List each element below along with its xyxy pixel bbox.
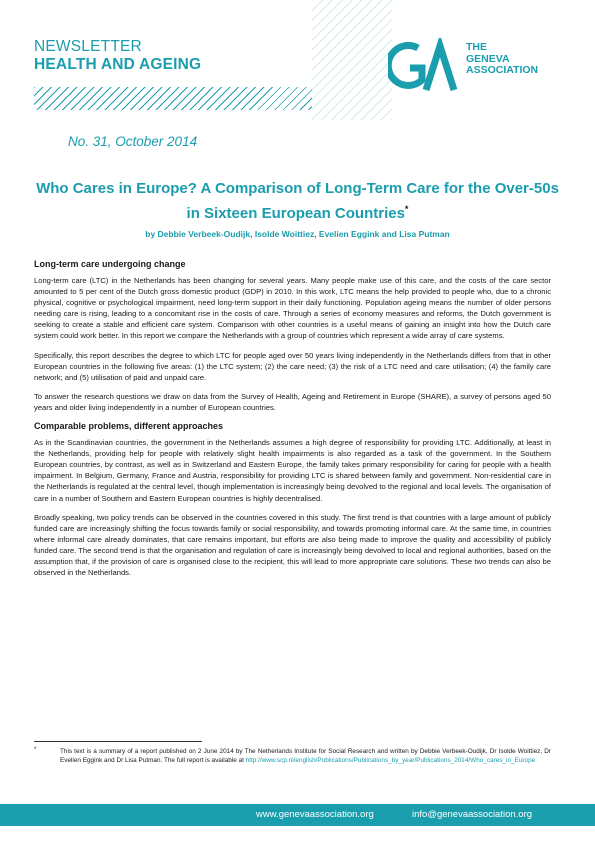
article-body xyxy=(34,259,551,586)
newsletter-title-line2: HEALTH AND AGEING xyxy=(34,56,202,73)
footer-email-link[interactable]: info@genevaassociation.org xyxy=(412,809,533,820)
article-byline: by Debbie Verbeek-Oudijk, Isolde Woittiez, Evelien Eggink and Lisa Putman xyxy=(145,229,450,239)
association-name-line1: THE xyxy=(466,41,487,53)
issue-number: No. 31, October 2014 xyxy=(68,134,198,149)
footnote-text: This text is a summary of a report published on 2 June 2014 by The Netherlands Institute for Social Research and written by Debbie Verbeek-Oudijk, Dr Isolde Woittiez, Dr Evelien Eggink and Dr Lisa Putman. The full report is available at xyxy=(60,748,551,764)
footer-website-link[interactable]: www.genevaassociation.org xyxy=(256,809,374,820)
section-heading: Long-term care undergoing change xyxy=(34,259,186,269)
newsletter-title-line1: NEWSLETTER xyxy=(34,38,142,55)
footnote xyxy=(34,748,551,766)
page-footer xyxy=(0,804,595,826)
body-paragraph: Long-term care (LTC) in the Netherlands has been changing for several years. Many people make use of this care, and the costs of the care sector amounted to 5 per cent of the Dutch gross domestic product (GDP) in 2010. In this work, LTC means the help provided to people who, due to a chronic physical, cognitive or psychological impairment, need long-term support in their daily functioning. Population ageing means the number of older persons needing care is rising, leading to a concomitant rise in the costs of care. Through a series of economy measures and reforms, the Dutch government is seeking to create a stable and efficient care system. Comparison with other countries is a useful means of gaining an insight into how the Dutch care system could work better. In this report we compare the Netherlands with a group of countries which represent a wide array of care systems. xyxy=(34,276,551,341)
article-title xyxy=(34,178,561,224)
association-name-line3: ASSOCIATION xyxy=(466,64,539,76)
footnote-text-block xyxy=(60,748,551,766)
body-paragraph: To answer the research questions we draw on data from the Survey of Health, Ageing and Retirement in Europe (SHARE), a survey of persons aged 50 years and older living independently in a number of European countries. xyxy=(34,391,551,412)
article-title-footnote-mark: * xyxy=(404,204,409,214)
newsletter-title xyxy=(34,38,201,74)
footnote-mark: * xyxy=(34,747,37,753)
association-name-line2: GENEVA xyxy=(466,52,510,65)
footnote-link[interactable]: http://www.scp.nl/english/Publications/Publications_by_year/Publications_2014/Who_cares_in_Europe xyxy=(245,756,536,764)
section-heading: Comparable problems, different approaches xyxy=(34,421,224,432)
header-hatch-pattern xyxy=(312,0,392,120)
association-name xyxy=(466,42,538,77)
footnote-rule xyxy=(34,741,202,742)
newsletter-header xyxy=(0,0,595,120)
geneva-association-logo xyxy=(388,38,458,98)
hatch-divider xyxy=(34,87,312,110)
body-paragraph: As in the Scandinavian countries, the government in the Netherlands assumes a high degree of responsibility for providing LTC. Additionally, at least in the Netherlands, providing help for people with relatively slight health impairments is also regarded as a task of the government. In the Southern European countries, by contrast, as well as in Switzerland and Eastern Europe, the family takes primary responsibility for caring for people with a health impairment. In Belgium, Germany, France and Austria, responsibility for providing LTC is shared between family and government. Non-residential care in the Netherlands is regulated at the central level, though implementation is increasingly being devolved to the regional and local levels. The organisation of care in a number of Southern and Eastern European countries is highly decentralised. xyxy=(34,438,551,503)
body-paragraph: Broadly speaking, two policy trends can be observed in the countries covered in this study. The first trend is that countries with a large amount of publicly funded care are increasingly shifting the focus towards family or social responsibility, and towards promoting informal care. At the same time, in countries where informal care already dominates, that care remains important, but efforts are also being made to improve the quality and accessibility of publicly funded care. The second trend is that the organisation and regulation of care is increasingly being devolved to local and regional authorities, based on the assumption that, if the provision of care is organised close to the recipient, this will lead to more appropriate care solutions. These two trends can also be observed in the Netherlands. xyxy=(34,512,551,578)
article-title-text: Who Cares in Europe? A Comparison of Long-Term Care for the Over-50s in Sixteen European Countries xyxy=(36,180,559,222)
body-paragraph: Specifically, this report describes the degree to which LTC for people aged over 50 years living independently in the Netherlands differs from that in other European countries in the following five areas: (1) the LTC system; (2) the care need; (3) the risk of a LTC need and care utilisation; (4) the family care network; and (5) utilisation of paid and unpaid care. xyxy=(34,350,551,382)
